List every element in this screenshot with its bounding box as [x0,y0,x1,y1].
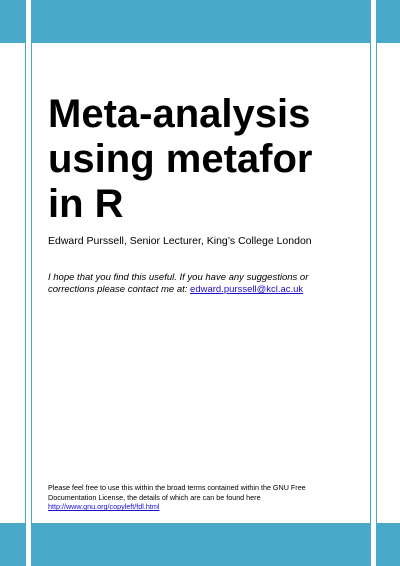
document-title [48,92,348,227]
feedback-note-text: I hope that you find this useful. If you have any suggestions or corrections please contact me at: [48,272,309,295]
license-link[interactable]: http://www.gnu.org/copyleft/fdl.html [48,502,160,511]
right-margin-line-outer [376,0,377,566]
top-header-band [0,0,400,43]
license-text: Please feel free to use this within the broad terms contained within the GNU Free Documentation License, the details of which are can be found here [48,483,306,502]
title-line-3: in R [48,182,124,226]
license-notice [48,483,348,512]
author-line: Edward Purssell, Senior Lecturer, King’s College London [48,235,312,247]
email-link[interactable]: edward.purssell@kcl.ac.uk [190,284,304,295]
right-margin-line-inner [370,0,371,566]
title-line-2: using metafor [48,137,313,181]
left-margin-line-inner [31,0,32,566]
feedback-note [48,272,348,296]
left-margin-line-outer [25,0,26,566]
title-line-1: Meta-analysis [48,92,311,136]
bottom-footer-band [0,523,400,566]
